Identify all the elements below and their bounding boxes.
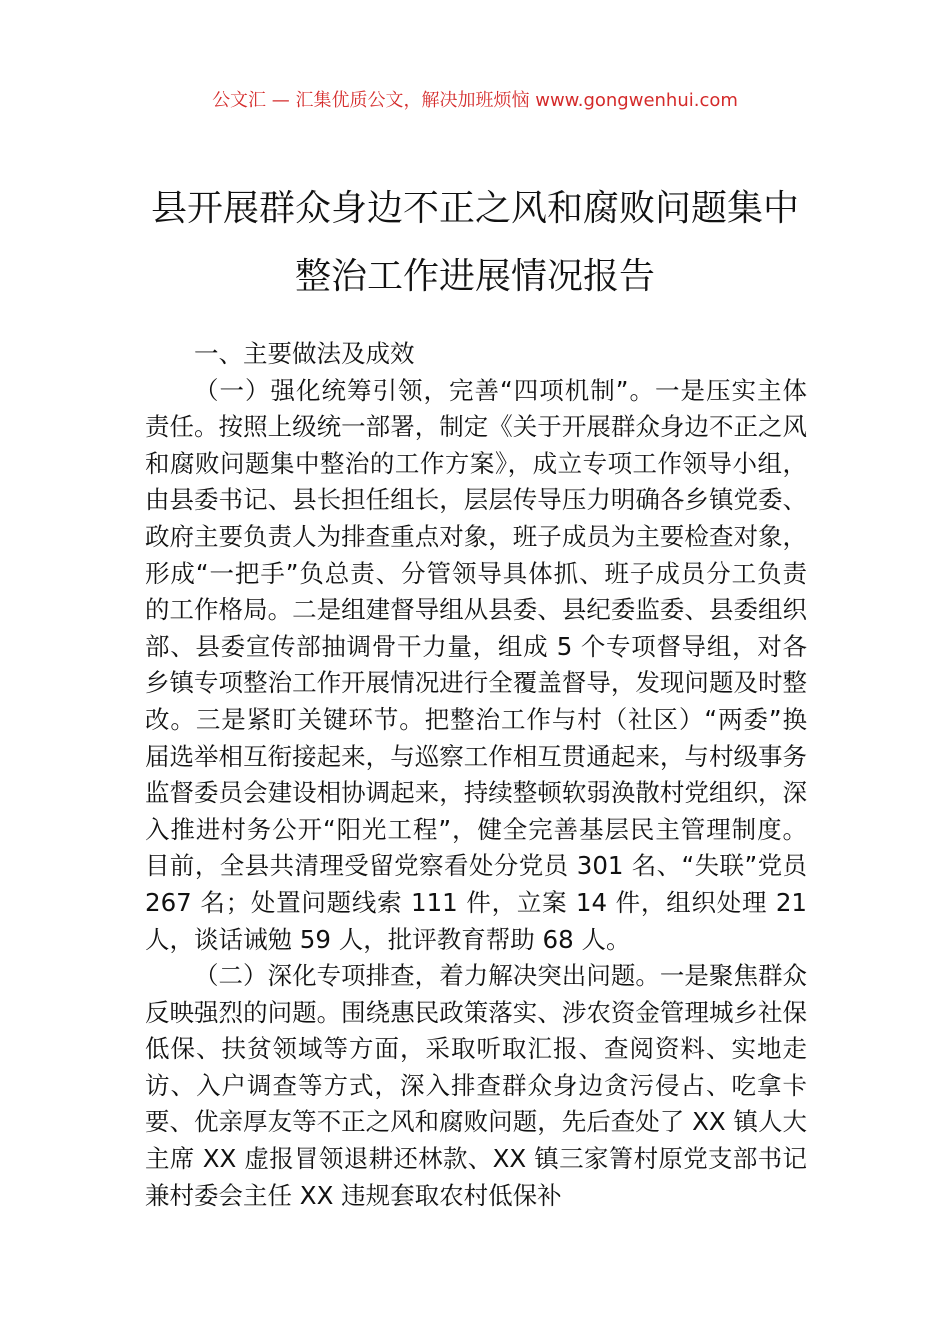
document-title-line-1: 县开展群众身边不正之风和腐败问题集中 (150, 188, 799, 229)
section-heading: 一、主要做法及成效 (194, 339, 415, 368)
document-body (145, 336, 807, 1214)
document-title-line-2: 整治工作进展情况报告 (294, 256, 655, 297)
header-banner: 公文汇 — 汇集优质公文，解决加班烦恼 www.gongwenhui.com (212, 90, 738, 111)
paragraph-1: （一）强化统筹引领，完善“四项机制”。一是压实主体责任。按照上级统一部署，制定《关于开展群众身边不正之风和腐败问题集中整治的工作方案》，成立专项工作领导小组，由县委书记、县长担任组长，层层传导压力明确各乡镇党委、政府主要负责人为排查重点对象，班子成员为主要检查对象，形成“一把手”负总责、分管领导具体抓、班子成员分工负责的工作格局。二是组建督导组从县委、县纪委监委、县委组织部、县委宣传部抽调骨干力量，组成 5 个专项督导组，对各乡镇专项整治工作开展情况进行全覆盖督导，发现问题及时整改。三是紧盯关键环节。把整治工作与村（社区）“两委”换届选举相互衔接起来，与巡察工作相互贯通起来，与村级事务监督委员会建设相协调起来，持续整顿软弱涣散村党组织，深入推进村务公开“阳光工程”，健全完善基层民主管理制度。目前，全县共清理受留党察看处分党员 301 名、“失联”党员 267 名；处置问题线索 111 件，立案 14 件，组织处理 21 人，谈话诫勉 59 人，批评教育帮助 68 人。 (145, 375, 807, 954)
paragraph-2: （二）深化专项排查，着力解决突出问题。一是聚焦群众反映强烈的问题。围绕惠民政策落实、涉农资金管理城乡社保低保、扶贫领域等方面，采取听取汇报、查阅资料、实地走访、入户调查等方式，深入排查群众身边贪污侵占、吃拿卡要、优亲厚友等不正之风和腐败问题，先后查处了 XX 镇人大主席 XX 虚报冒领退耕还林款、XX 镇三家箐村原党支部书记兼村委会主任 XX 违规套取农村低保补 (145, 961, 807, 1210)
